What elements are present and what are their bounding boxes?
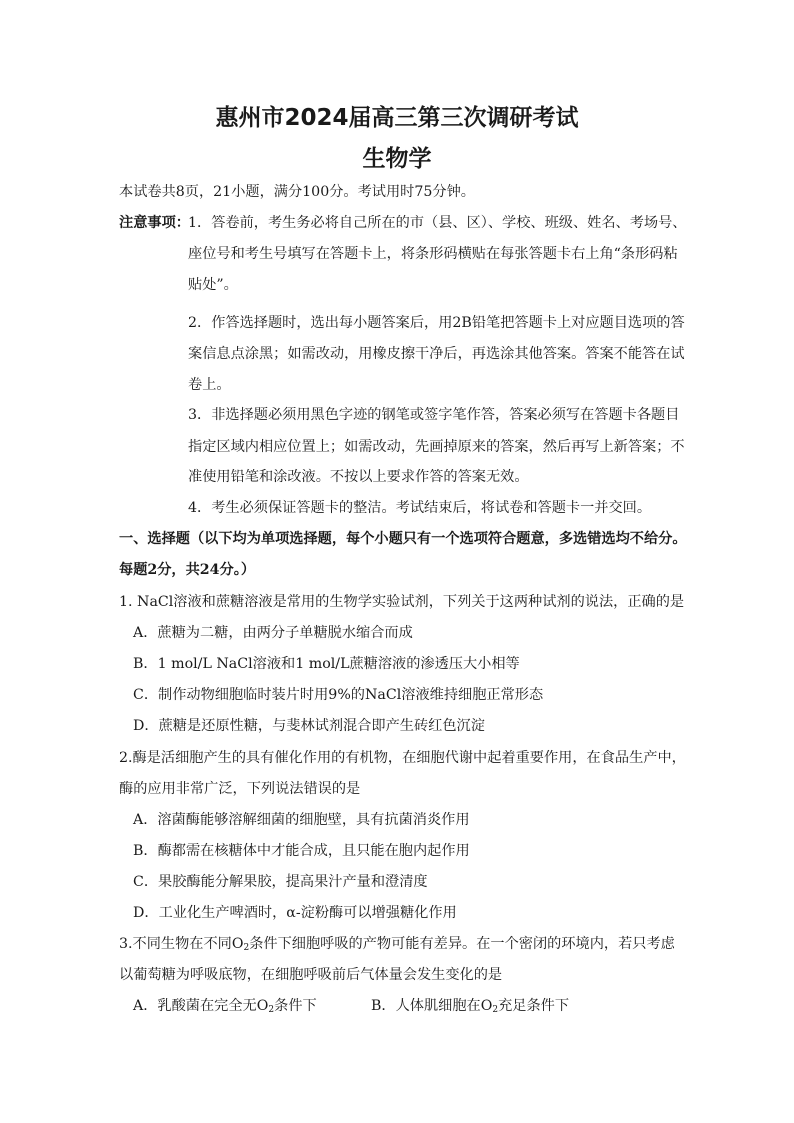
subject-title: 生物学 (362, 146, 432, 172)
note-1-line-2: 座位号和考生号填写在答题卡上，将条形码横贴在每张答题卡右上角“条形码粘 (188, 246, 678, 262)
question-3-option-b: B．人体肌细胞在$O_2$充足条件下 (371, 998, 570, 1015)
question-2-option-d: D．工业化生产啤酒时，α-淀粉酶可以增强糖化作用 (133, 905, 457, 921)
question-2-stem-line-2: 酶的应用非常广泛，下列说法错误的是 (119, 781, 361, 797)
question-1-option-d: D．蔗糖是还原性糖，与斐林试剂混合即产生砖红色沉淀 (133, 718, 485, 734)
question-1-option-a: A．蔗糖为二糖，由两分子单糖脱水缩合而成 (133, 625, 413, 641)
note-1-line-3: 贴处”。 (188, 277, 238, 293)
question-3-stem-line-1: 3.不同生物在不同$O_2$条件下细胞呼吸的产物可能有差异。在一个密闭的环境内，若只考虑 (119, 936, 675, 953)
question-2-option-c: C．果胶酶能分解果胶，提高果汁产量和澄清度 (133, 874, 428, 890)
notes-label: 注意事项： (119, 215, 190, 231)
question-1-option-b: B．1 mol/L NaCl溶液和1 mol/L蔗糖溶液的渗透压大小相等 (133, 656, 520, 672)
question-2-option-a: A．溶菌酶能够溶解细菌的细胞壁，具有抗菌消炎作用 (133, 812, 470, 828)
question-2-stem-line-1: 2.酶是活细胞产生的具有催化作用的有机物，在细胞代谢中起着重要作用，在食品生产中， (119, 750, 686, 766)
note-3-line-2: 指定区域内相应位置上；如需改动，先画掉原来的答案，然后再写上新答案；不 (188, 439, 685, 455)
note-4-line-1: 4．考生必须保证答题卡的整洁。考试结束后，将试卷和答题卡一并交回。 (188, 500, 652, 516)
note-2-line-3: 卷上。 (188, 377, 231, 393)
section-1-heading-line-1: 一、选择题（以下均为单项选择题，每个小题只有一个选项符合题意，多选错选均不给分。 (119, 531, 687, 547)
note-3-line-3: 准使用铅笔和涂改液。不按以上要求作答的答案无效。 (188, 469, 529, 485)
exam-title: 惠州市2024届高三第三次调研考试 (215, 105, 579, 131)
note-2-line-2: 案信息点涂黑；如需改动，用橡皮擦干净后，再选涂其他答案。答案不能答在试 (188, 346, 685, 362)
section-1-heading-line-2: 每题2分，共24分。） (119, 562, 256, 578)
question-3-stem-line-2: 以葡萄糖为呼吸底物，在细胞呼吸前后气体量会发生变化的是 (119, 967, 503, 983)
question-2-option-b: B．酶都需在核糖体中才能合成，且只能在胞内起作用 (133, 843, 470, 859)
note-2-line-1: 2．作答选择题时，选出每小题答案后，用2B铅笔把答题卡上对应题目选项的答 (188, 315, 685, 331)
question-3-option-a: A．乳酸菌在完全无$O_2$条件下 (133, 998, 317, 1015)
intro-text: 本试卷共8页，21小题，满分100分。考试用时75分钟。 (119, 184, 475, 200)
note-1-line-1: 1．答卷前，考生务必将自己所在的市（县、区）、学校、班级、姓名、考场号、 (188, 215, 687, 231)
question-1-option-c: C．制作动物细胞临时装片时用9%的NaCl溶液维持细胞正常形态 (133, 687, 544, 703)
question-1-stem: 1. NaCl溶液和蔗糖溶液是常用的生物学实验试剂，下列关于这两种试剂的说法，正确的是 (119, 594, 685, 610)
note-3-line-1: 3．非选择题必须用黑色字迹的钢笔或签字笔作答，答案必须写在答题卡各题目 (188, 407, 680, 423)
